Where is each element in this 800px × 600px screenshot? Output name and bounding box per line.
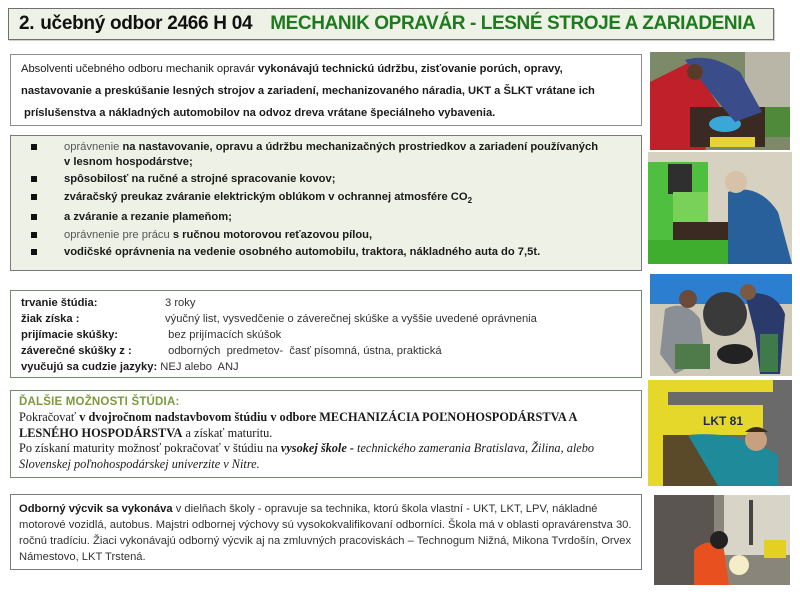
tractor-label: LKT 81 bbox=[703, 414, 744, 428]
fact-row bbox=[21, 327, 631, 343]
photo-mechanic-engine bbox=[650, 52, 790, 150]
text-span: Pokračovať bbox=[19, 410, 80, 424]
fact-value: výučný list, vysvedčenie o záverečnej skúške a vyššie uvedené oprávnenia bbox=[165, 313, 537, 325]
text-span: a získať maturitu. bbox=[182, 425, 273, 440]
subscript-2: 2 bbox=[467, 195, 473, 205]
fact-value: bez prijímacích skúšok bbox=[165, 329, 282, 341]
list-item bbox=[19, 190, 633, 209]
list-item bbox=[19, 172, 633, 188]
intro-bold-text: vykonávajú technickú údržbu, zisťovanie porúch, opravy, bbox=[257, 63, 563, 75]
fact-row bbox=[21, 359, 631, 375]
bullet-light-text: oprávnenie pre prácu bbox=[64, 228, 173, 241]
bullet-continuation: v lesnom hospodárstve; bbox=[64, 156, 193, 168]
photo-wheel-repair bbox=[650, 274, 792, 376]
further-study-text bbox=[19, 410, 633, 472]
text-span-bold-italic: vysokej škole - bbox=[280, 441, 354, 455]
photo-lkt-tractor bbox=[648, 380, 792, 486]
fact-label: vyučujú sa cudzie jazyky: bbox=[21, 361, 158, 373]
fact-label: záverečné skúšky z : bbox=[21, 345, 132, 357]
intro-bold-text: príslušenstva a nákladných automobilov na odvoz dreva vrátane špeciálneho vybavenia. bbox=[24, 107, 496, 119]
fact-value: odborných predmetov- časť písomná, ústna, praktická bbox=[165, 345, 442, 357]
text-span-bold: v dvojročnom nadstavbovom štúdiu v odbore MECHANIZÁCIA POĽNOHOSPODÁRSTVA A LESNÉHO HOSPODÁRSTVA bbox=[19, 410, 577, 440]
fact-row bbox=[21, 295, 631, 311]
fact-row bbox=[21, 343, 631, 359]
further-study-box bbox=[10, 390, 642, 478]
program-code: učebný odbor 2466 H 04 bbox=[40, 13, 253, 34]
fact-value: NEJ alebo ANJ bbox=[157, 361, 239, 373]
list-item bbox=[19, 228, 633, 244]
bullet-bold-text: zváračský preukaz zváranie elektrickým oblúkom v ochrannej atmosfére CO bbox=[64, 190, 468, 203]
bullet-light-text: oprávnenie bbox=[64, 141, 123, 153]
intro-line-1 bbox=[21, 58, 631, 80]
fact-label: trvanie štúdia: bbox=[21, 297, 98, 309]
photo-milling-machine bbox=[648, 152, 792, 264]
bullet-square-icon bbox=[31, 232, 37, 238]
bullet-square-icon bbox=[31, 176, 37, 182]
fact-row bbox=[21, 311, 631, 327]
intro-box bbox=[10, 54, 642, 126]
further-study-heading: ĎALŠIE MOŽNOSTI ŠTÚDIA: bbox=[19, 396, 180, 408]
photo-welding bbox=[654, 495, 790, 585]
study-facts-box bbox=[10, 290, 642, 378]
intro-line-3 bbox=[21, 102, 631, 124]
title-bar bbox=[8, 8, 774, 40]
bullet-square-icon bbox=[31, 144, 37, 150]
text-span: Po získaní maturity možnosť pokračovať v štúdiu na bbox=[19, 441, 281, 455]
training-box bbox=[10, 494, 642, 570]
further-study-paragraph-2 bbox=[19, 441, 633, 472]
bullet-square-icon bbox=[31, 214, 37, 220]
bullet-bold-text: s ručnou motorovou reťazovou pílou, bbox=[172, 228, 373, 241]
text-span-italic: technického zamerania Bratislava, Žilina, alebo Slovenskej poľnohospodárskej univerzite v Nitre. bbox=[19, 441, 595, 471]
section-number: 2. bbox=[19, 13, 35, 34]
fact-label: prijímacie skúšky: bbox=[21, 329, 119, 341]
program-title: MECHANIK OPRAVÁR - LESNÉ STROJE A ZARIADENIA bbox=[270, 13, 756, 34]
qualifications-list bbox=[19, 140, 633, 261]
fact-label: žiak získa : bbox=[21, 313, 80, 325]
bullet-square-icon bbox=[31, 194, 37, 200]
intro-line-2 bbox=[21, 80, 631, 102]
bullet-bold-text: na nastavovanie, opravu a údržbu mechanizačných prostriedkov a zariadení používaných bbox=[122, 141, 599, 153]
qualifications-box bbox=[10, 135, 642, 271]
intro-bold-text: nastavovanie a preskúšanie lesných strojov a zariadení, mechanizovaného náradia, UKT a ŠLKT vrátane ich bbox=[21, 85, 595, 97]
intro-text: Absolventi učebného odboru mechanik opravár bbox=[21, 63, 258, 75]
bullet-bold-text: spôsobilosť na ručné a strojné spracovanie kovov; bbox=[64, 173, 336, 185]
bullet-square-icon bbox=[31, 249, 37, 255]
bullet-bold-text: a zváranie a rezanie plameňom; bbox=[64, 211, 232, 224]
training-text: v dielňach školy - opravuje sa technika, ktorú škola vlastní - UKT, LKT, LPV, nákladné motorové vozidlá, autobus. Majstri odbornej výchovy sú vysokokvalifikovaní odborníci. Škola má v oblasti opravárenstva 30. ročnú tradíciu. Žiaci vykonávajú odborný výcvik aj na zmluvných pracoviskách – Technogum Nižná, Mikona Tvrdošín, Orvex Námestovo, LKT Trstená. bbox=[19, 503, 632, 563]
fact-value: 3 roky bbox=[165, 297, 196, 309]
list-item bbox=[19, 245, 633, 261]
bullet-bold-text: vodičské oprávnenia na vedenie osobného automobilu, traktora, nákladného auta do 7,5t. bbox=[64, 246, 541, 259]
list-item bbox=[19, 210, 633, 226]
further-study-paragraph-1 bbox=[19, 410, 633, 441]
training-bold-text: Odborný výcvik sa vykonáva bbox=[19, 503, 173, 515]
list-item bbox=[19, 140, 633, 170]
